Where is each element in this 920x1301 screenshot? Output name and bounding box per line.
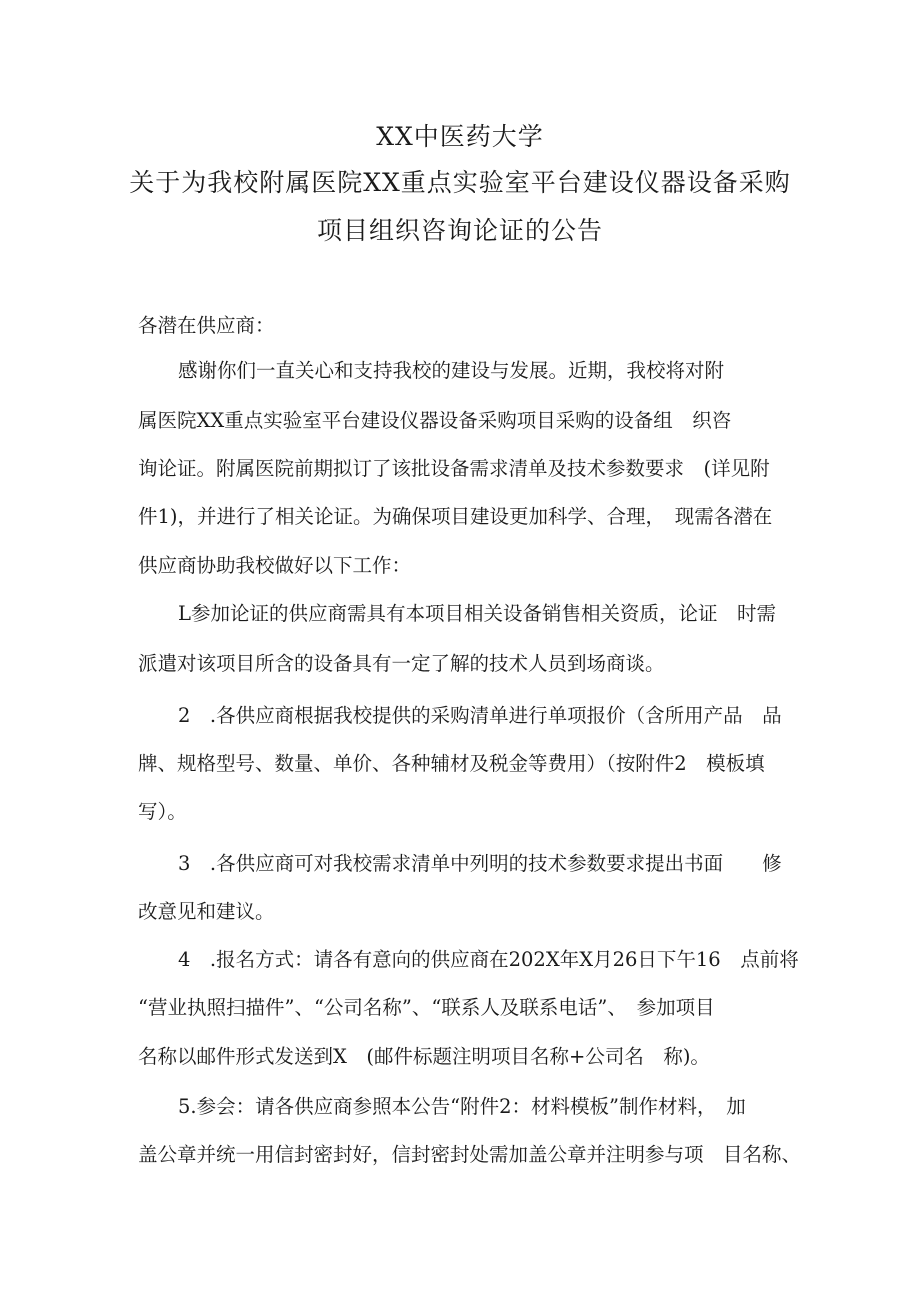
item2-line-2: 牌、规格型号、数量、单价、各种辅材及税金等费用）（按附件2 模板填 — [138, 752, 765, 775]
item2-line-1: 2 .各供应商根据我校提供的采购清单进行单项报价（含所用产品 品 — [178, 704, 782, 727]
item1-line-2: 派遣对该项目所含的设备具有一定了解的技术人员到场商谈。 — [138, 652, 665, 675]
item2-line-3: 写）。 — [138, 800, 187, 823]
title-line-3: 项目组织咨询论证的公告 — [316, 216, 603, 245]
intro-line-1: 感谢你们一直关心和支持我校的建设与发展。近期，我校将对附 — [178, 359, 725, 382]
title-line-1: XX中医药大学 — [376, 122, 544, 151]
item4-line-1: 4 .报名方式：请各有意向的供应商在202X年X月26日下午16 点前将 — [178, 948, 799, 971]
intro-line-2: 属医院XX重点实验室平台建设仪器设备采购项目采购的设备组 织咨 — [138, 409, 732, 432]
item3-line-1: 3 .各供应商可对我校需求清单中列明的技术参数要求提出书面 修 — [178, 852, 782, 875]
intro-line-5: 供应商协助我校做好以下工作： — [138, 554, 412, 577]
salutation: 各潜在供应商： — [138, 314, 275, 337]
item5-line-1: 5.参会：请各供应商参照本公告“附件2：材料模板”制作材料， 加 — [178, 1095, 746, 1118]
item3-line-2: 改意见和建议。 — [138, 900, 275, 923]
intro-line-3: 询论证。附属医院前期拟订了该批设备需求清单及技术参数要求 (详见附 — [138, 457, 770, 480]
intro-line-4: 件1)，并进行了相关论证。为确保项目建设更加科学、合理， 现需各潜在 — [138, 505, 773, 528]
title-line-2: 关于为我校附属医院XX重点实验室平台建设仪器设备采购 — [129, 168, 791, 197]
item4-line-2: “营业执照扫描件”、“公司名称”、“联系人及联系电话”、 参加项目 — [138, 996, 715, 1019]
item4-line-3: 名称以邮件形式发送到X (邮件标题注明项目名称+公司名 称)。 — [138, 1045, 710, 1068]
item1-line-1: L参加论证的供应商需具有本项目相关设备销售相关资质，论证 时需 — [178, 602, 776, 625]
item5-line-2: 盖公章并统一用信封密封好，信封密封处需加盖公章并注明参与项 目名称、 — [138, 1143, 802, 1166]
